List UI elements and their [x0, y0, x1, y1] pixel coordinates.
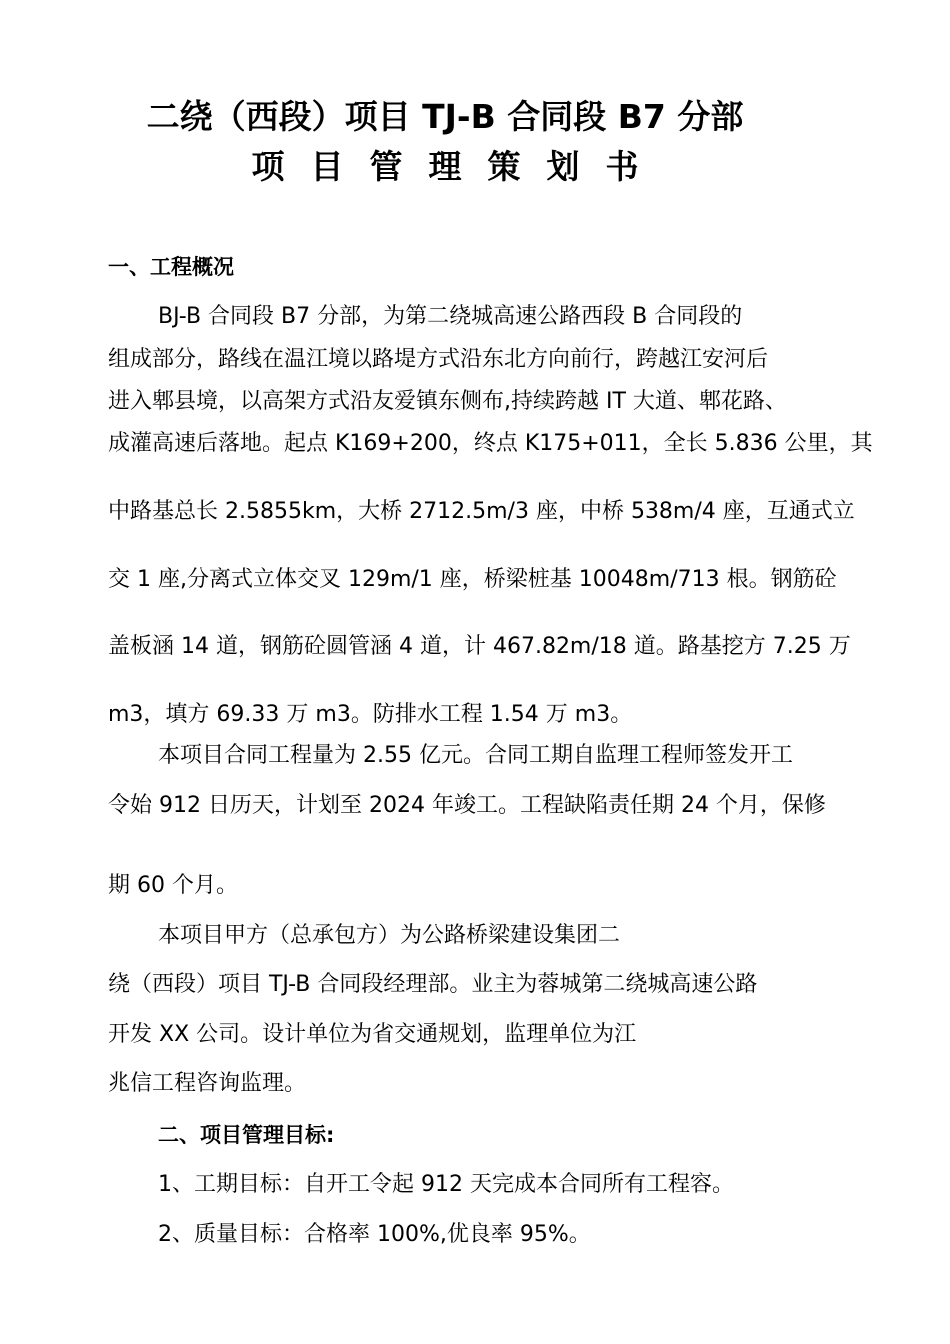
list-item: 2、质量目标：合格率 100%,优良率 95%。 — [158, 1222, 591, 1247]
paragraph-line: 中路基总长 2.5855km，大桥 2712.5m/3 座，中桥 538m/4 座，互通式立 — [108, 499, 855, 524]
paragraph-line: 开发 XX 公司。设计单位为省交通规划，监理单位为江 — [108, 1022, 637, 1047]
paragraph-line: 本项目甲方（总承包方）为公路桥梁建设集团二 — [158, 923, 621, 948]
paragraph-line: 成灌高速后落地。起点 K169+200，终点 K175+011，全长 5.836 公里，其 — [108, 431, 873, 456]
list-item: 1、工期目标：自开工令起 912 天完成本合同所有工程容。 — [158, 1172, 734, 1197]
paragraph-line: 本项目合同工程量为 2.55 亿元。合同工期自监理工程师签发开工 — [158, 743, 793, 768]
paragraph-line: BJ-B 合同段 B7 分部，为第二绕城高速公路西段 B 合同段的 — [158, 304, 743, 329]
section-heading-overview: 一、工程概况 — [108, 255, 234, 279]
document-title: 二绕（西段）项目 TJ-B 合同段 B7 分部 — [146, 97, 744, 136]
document-subtitle: 项目管理策划书 — [251, 147, 665, 186]
section-heading-management-goals: 二、项目管理目标: — [158, 1123, 335, 1147]
paragraph-line: 绕（西段）项目 TJ-B 合同段经理部。业主为蓉城第二绕城高速公路 — [108, 972, 758, 997]
paragraph-line: 交 1 座,分离式立体交叉 129m/1 座，桥梁桩基 10048m/713 根。钢筋砼 — [108, 567, 837, 592]
paragraph-line: 期 60 个月。 — [108, 873, 238, 898]
paragraph-line: 进入郫县境，以高架方式沿友爱镇东侧布,持续跨越 IT 大道、郫花路、 — [108, 389, 787, 414]
paragraph-line: m3，填方 69.33 万 m3。防排水工程 1.54 万 m3。 — [108, 702, 633, 727]
paragraph-line: 盖板涵 14 道，钢筋砼圆管涵 4 道，计 467.82m/18 道。路基挖方 7.25 万 — [108, 634, 851, 659]
paragraph-line: 组成部分，路线在温江境以路堤方式沿东北方向前行，跨越江安河后 — [108, 347, 769, 372]
paragraph-line: 令始 912 日历天，计划至 2024 年竣工。工程缺陷责任期 24 个月，保修 — [108, 793, 826, 818]
paragraph-line: 兆信工程咨询监理。 — [108, 1071, 307, 1096]
